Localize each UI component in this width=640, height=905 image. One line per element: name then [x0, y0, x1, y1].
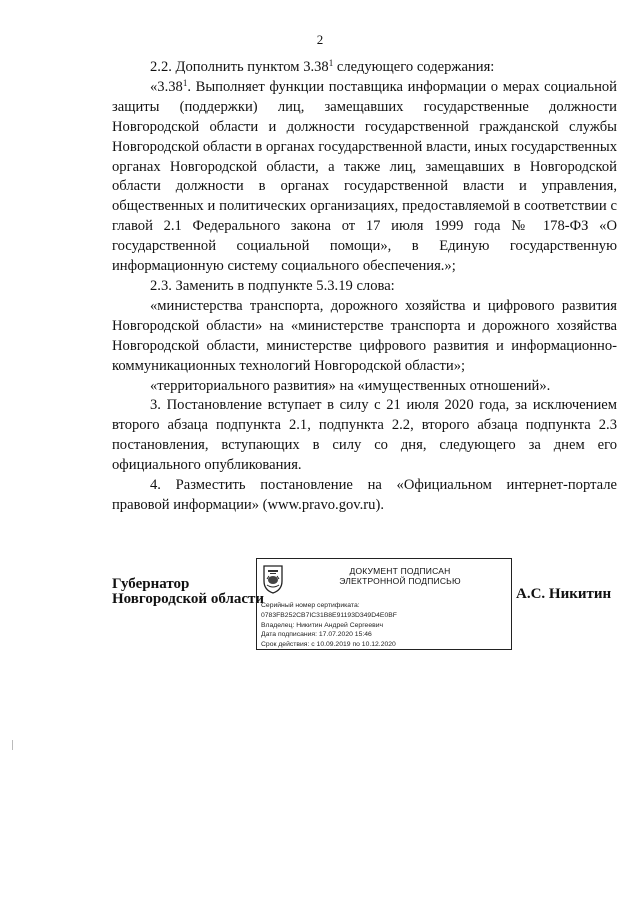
certificate-label: Серийный номер сертификата:	[261, 602, 360, 609]
paragraph-3-38: «3.38$^1$. Выполняет функции поставщика информации о мерах социальной защиты (поддержки) лиц, замещавших государственные должности Новгородской области и должности государственной гражданской службы Новгородской области в органах государственной власти, иных государственных органах Новгородской области, а также лиц, замещавших в Новгородской области должности в органах государственной власти и управления, общественных и политических организациях, предоставляемой в соответствии с главой 2.1 Федерального закона от 17 июля 1999 года № 178-ФЗ «О государственной социальной помощи», в Единую государственную информационную систему социального обеспечения.»;	[112, 77, 617, 275]
page-number: 2	[316, 32, 324, 47]
signer-name: А.С. Никитин	[516, 586, 612, 602]
margin-mark	[12, 740, 13, 750]
certificate-details	[261, 601, 397, 650]
paragraph-replace-ministry: «министерства транспорта, дорожного хозяйства и цифрового развития Новгородской области» на «министерстве транспорта и дорожного хозяйства Новгородской области, министерстве цифрового развития и информационно-коммуникационных технологий Новгородской области»;	[112, 297, 617, 374]
paragraph-2-3: 2.3. Заменить в подпункте 5.3.19 слова:	[150, 277, 395, 294]
certificate-owner: Владелец: Никитин Андрей Сергеевич	[261, 621, 384, 629]
paragraph-3-effective-date: 3. Постановление вступает в силу с 21 июля 2020 года, за исключением второго абзаца подпункта 2.1, подпункта 2.2, второго абзаца подпункта 2.3 постановления, вступающих в силу со дня, следующего за днем его официального опубликования.	[112, 397, 617, 474]
paragraph-4-publication: 4. Разместить постановление на «Официальном интернет-портале правовой информации» (www.pravo.gov.ru).	[112, 477, 617, 513]
paragraph-2-2: 2.2. Дополнить пунктом 3.38$^1$ следующего содержания:	[150, 58, 495, 75]
governor-title: Губернатор Новгородской области	[112, 576, 265, 607]
certificate-serial: 0783FB252CB7IC31B8E91193D349D4E0BF	[261, 611, 397, 619]
stamp-title: ДОКУМЕНТ ПОДПИСАН ЭЛЕКТРОННОЙ ПОДПИСЬЮ	[339, 566, 461, 586]
signing-date: Дата подписания: 17.07.2020 15:46	[261, 631, 372, 639]
electronic-signature-stamp	[256, 558, 512, 650]
certificate-validity: Срок действия: с 10.09.2019 по 10.12.2020	[261, 641, 396, 649]
paragraph-replace-territorial: «территориального развития» на «имущественных отношений».	[150, 377, 551, 394]
coat-of-arms-icon	[262, 564, 284, 594]
document-body	[112, 58, 617, 516]
